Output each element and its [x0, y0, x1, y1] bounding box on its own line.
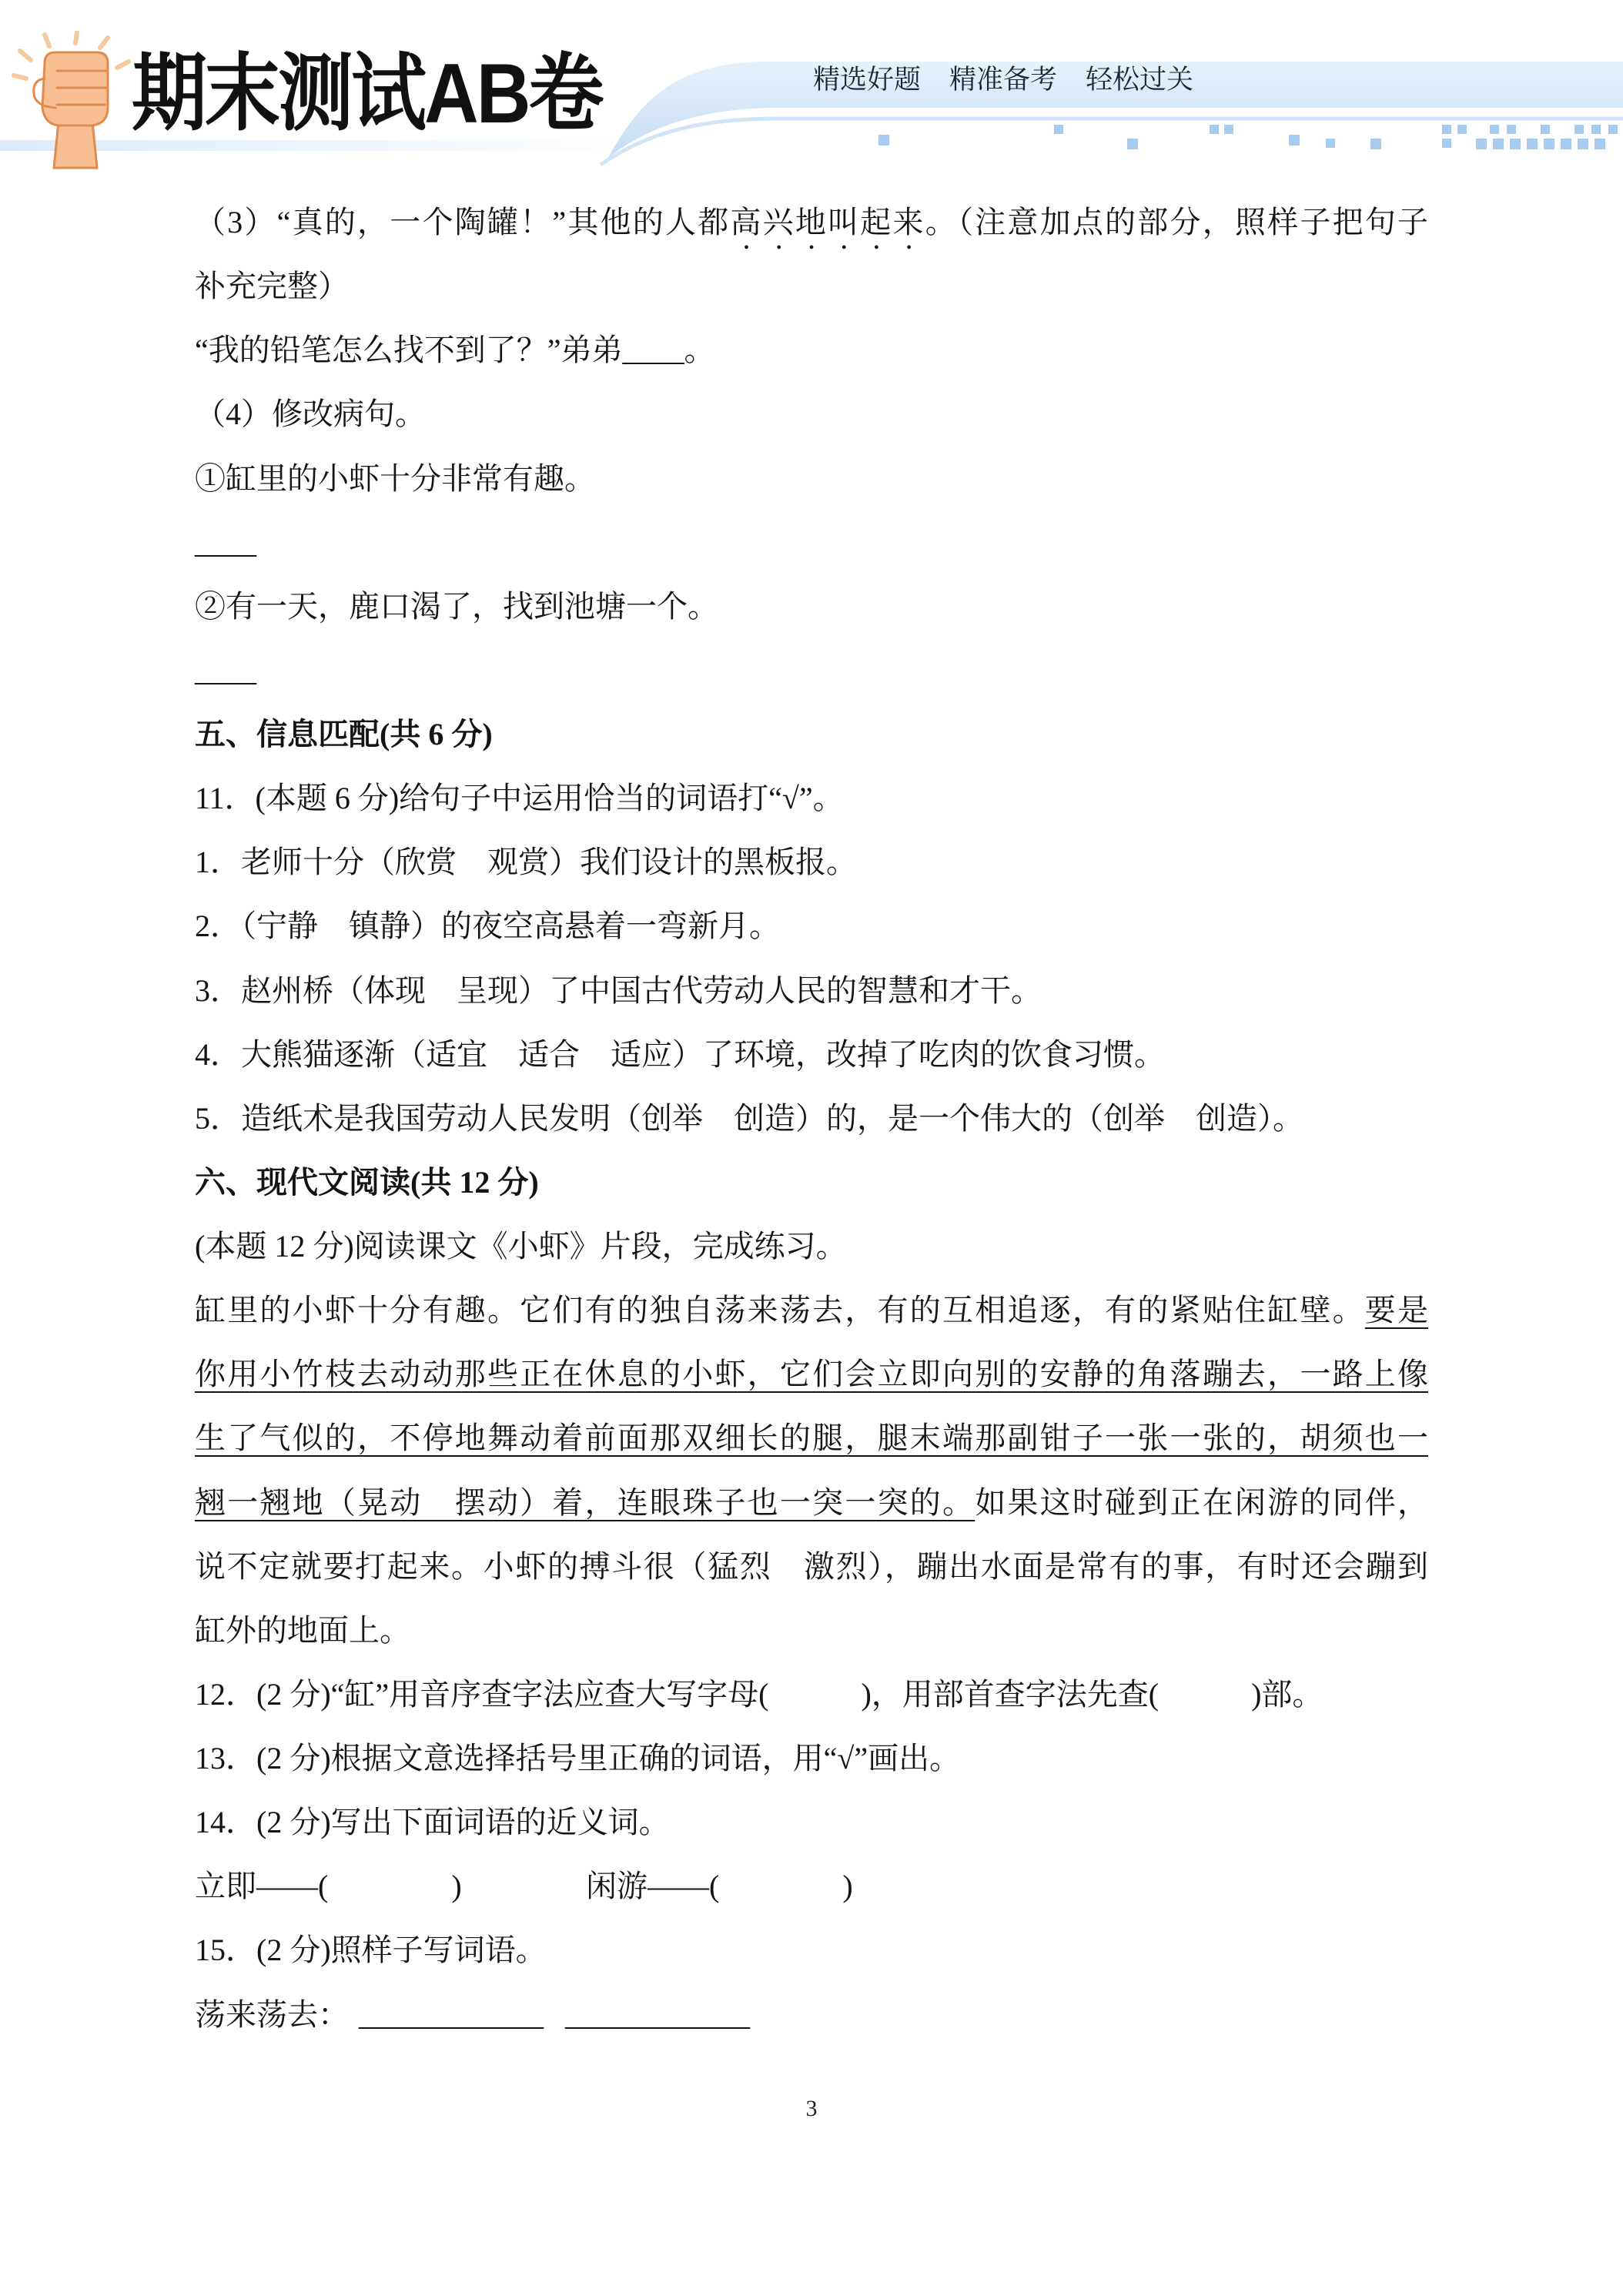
- passage-line: [195, 1342, 1428, 1406]
- synonym-pair: 立即——( ): [195, 1869, 462, 1904]
- page-number: 3: [805, 2096, 818, 2121]
- passage-line: [195, 1598, 1428, 1662]
- decorative-square: [1289, 135, 1300, 146]
- question-text: 11．(本题 6 分)给句子中运用恰当的词语打“√”。: [195, 781, 844, 816]
- example-word: 荡来荡去：: [195, 1996, 349, 2032]
- part4-title: （4）修改病句。: [195, 397, 426, 432]
- decorative-square: [1224, 125, 1233, 134]
- answer-blank: ____: [195, 652, 256, 688]
- decorative-square: [1544, 139, 1554, 149]
- exam-title: 期末测试AB卷: [132, 45, 602, 141]
- passage-line: [195, 1406, 1428, 1470]
- choice-item: 5．造纸术是我国劳动人民发明（创举 创造）的，是一个伟大的（创举 创造）。: [195, 1100, 1303, 1136]
- decorative-square: [1442, 139, 1451, 148]
- part3-text: 。（注意加点的部分，照样子把句子: [925, 205, 1429, 239]
- decorative-square: [1591, 125, 1601, 134]
- decorative-square: [1561, 139, 1571, 149]
- decorative-square: [1370, 139, 1381, 149]
- decorative-square: [1541, 125, 1550, 134]
- decorative-square: [1326, 139, 1335, 148]
- decorative-square: [1457, 125, 1467, 134]
- decorative-square: [1210, 125, 1219, 134]
- part3-text: （3）“真的，一个陶罐！”其他的人都: [195, 205, 731, 239]
- decorative-square: [1595, 139, 1605, 149]
- passage-text: 缸里的小虾十分有趣。它们有的独自荡来荡去，有的互相追逐，有的紧贴住缸壁。: [195, 1293, 1365, 1328]
- passage-line: [195, 1278, 1428, 1342]
- tagline-group: [813, 65, 1193, 95]
- part3-example-line: [195, 318, 1428, 382]
- underlined-passage-text: 要是: [1364, 1293, 1429, 1328]
- section-heading: 六、现代文阅读(共 12 分): [195, 1164, 539, 1200]
- page-header: [0, 0, 1623, 177]
- choice-item: 4．大熊猫逐渐（适宜 适合 适应）了环境，改掉了吃肉的饮食习惯。: [195, 1036, 1165, 1072]
- example-text: 。: [684, 333, 715, 368]
- answer-blank: ____: [195, 524, 256, 560]
- question-13: 13．(2 分)根据文意选择括号里正确的词语，用“√”画出。: [195, 1741, 961, 1776]
- word-example-line: [195, 1983, 1428, 2047]
- answer-blank: ____: [622, 333, 684, 368]
- decorative-square: [1442, 125, 1451, 134]
- underlined-passage-text: 你用小竹枝去动动那些正在休息的小虾，它们会立即向别的安静的角落蹦去，一路上像: [195, 1357, 1428, 1392]
- decorative-square: [1493, 139, 1504, 149]
- reading-intro: (本题 12 分)阅读课文《小虾》片段，完成练习。: [195, 1229, 847, 1263]
- decorative-square: [878, 135, 889, 146]
- passage-text: 缸外的地面上。: [195, 1612, 410, 1648]
- example-text: “我的铅笔怎么找不到了？”弟弟: [195, 333, 623, 368]
- tagline: 精选好题: [813, 65, 922, 95]
- part3-text: 补充完整）: [195, 269, 349, 304]
- choice-item: 2．（宁静 镇静）的夜空高悬着一弯新月。: [195, 909, 780, 944]
- decorative-square: [1574, 125, 1584, 134]
- synonym-pairs: [195, 1854, 1428, 1918]
- decorative-square: [1490, 125, 1499, 134]
- decorative-squares: [878, 125, 1618, 149]
- answer-blank: ____________: [565, 1996, 750, 2032]
- tagline: 精准备考: [949, 65, 1058, 95]
- fist-icon: [9, 31, 132, 169]
- passage-text: 如果这时碰到正在闲游的同伴，: [975, 1484, 1429, 1520]
- underlined-passage-text: 生了气似的，不停地舞动着前面那双细长的腿，腿末端那副钳子一张一张的，胡须也一: [195, 1421, 1428, 1456]
- faulty-sentence: ②有一天，鹿口渴了，找到池塘一个。: [195, 588, 718, 624]
- passage-line: [195, 1471, 1428, 1535]
- choice-item: 1．老师十分（欣赏 观赏）我们设计的黑板报。: [195, 845, 857, 880]
- forearm: [54, 122, 97, 168]
- decorative-square: [1054, 125, 1063, 134]
- header-band-edge: [601, 119, 1623, 165]
- question-14: 14．(2 分)写出下面词语的近义词。: [195, 1805, 670, 1840]
- question-12: 12．(2 分)“缸”用音序查字法应查大写字母( )，用部首查字法先查( )部。: [195, 1676, 1323, 1712]
- underlined-passage-text: 翘一翘地（晃动 摆动）着，连眼珠子也一突一突的。: [195, 1484, 975, 1520]
- decorative-square: [1527, 139, 1538, 149]
- decorative-square: [1608, 125, 1618, 134]
- section-heading: 五、信息匹配(共 6 分): [195, 717, 493, 751]
- synonym-pair: 闲游——( ): [586, 1869, 853, 1904]
- passage-text: 说不定就要打起来。小虾的搏斗很（猛烈 激烈），蹦出水面是常有的事，有时还会蹦到: [195, 1548, 1428, 1584]
- decorative-square: [1127, 139, 1138, 149]
- faulty-sentence: ①缸里的小虾十分非常有趣。: [195, 460, 595, 496]
- passage-line: [195, 1535, 1428, 1598]
- decorative-square: [1578, 139, 1588, 149]
- decorative-square: [1476, 139, 1487, 149]
- exam-content: [195, 190, 1428, 2047]
- answer-blank: ____________: [359, 1996, 544, 2032]
- decorative-square: [1510, 139, 1521, 149]
- part3-instruction-line: [195, 190, 1428, 254]
- choice-item: 3．赵州桥（体现 呈现）了中国古代劳动人民的智慧和才干。: [195, 972, 1042, 1008]
- part3-instruction-line: [195, 254, 1428, 318]
- question-15: 15．(2 分)照样子写词语。: [195, 1933, 547, 1968]
- decorative-square: [1507, 125, 1516, 134]
- dotted-emphasis-text: 高兴地叫起来: [730, 205, 925, 239]
- tagline: 轻松过关: [1086, 65, 1194, 95]
